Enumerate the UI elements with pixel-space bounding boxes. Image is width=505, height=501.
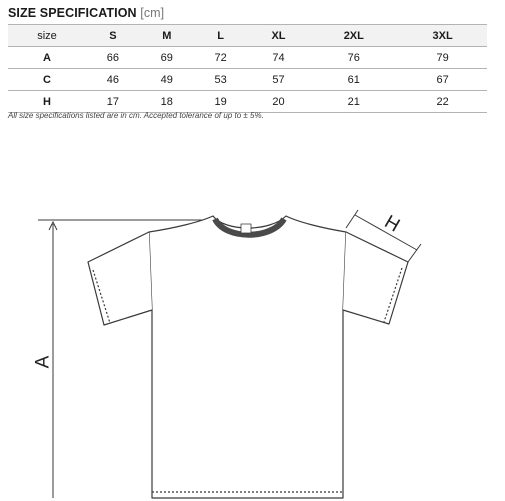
sleeve-left: [88, 232, 152, 325]
table-cell: H: [8, 91, 86, 113]
table-cell: 66: [86, 47, 140, 69]
table-cell: 20: [248, 91, 310, 113]
table-header-cell: L: [194, 25, 248, 47]
table-cell: 19: [194, 91, 248, 113]
title-unit: [cm]: [140, 6, 165, 20]
neck-label-icon: [241, 224, 251, 233]
table-cell: C: [8, 69, 86, 91]
table-header-cell: 3XL: [398, 25, 487, 47]
dimension-a-label: A: [32, 355, 54, 369]
table-cell: 57: [248, 69, 310, 91]
table-cell: 72: [194, 47, 248, 69]
table-cell: 21: [309, 91, 398, 113]
dimension-h-guide-left: [346, 210, 358, 228]
table-header-cell: XL: [248, 25, 310, 47]
table-cell: 22: [398, 91, 487, 113]
table-cell: 61: [309, 69, 398, 91]
sleeve-right: [343, 232, 408, 324]
table-cell: 69: [140, 47, 194, 69]
table-cell: A: [8, 47, 86, 69]
table-cell: 49: [140, 69, 194, 91]
table-cell: 53: [194, 69, 248, 91]
table-cell: 46: [86, 69, 140, 91]
tshirt-outline: [88, 216, 408, 498]
table-cell: 17: [86, 91, 140, 113]
tshirt-body: [152, 310, 343, 498]
table-cell: 18: [140, 91, 194, 113]
table-cell: 76: [309, 47, 398, 69]
table-header-cell: 2XL: [309, 25, 398, 47]
table-header-cell: S: [86, 25, 140, 47]
title-text: SIZE SPECIFICATION: [8, 6, 137, 20]
dimension-h-guide-right: [408, 244, 421, 262]
table-header-cell: size: [8, 25, 86, 47]
table-cell: 67: [398, 69, 487, 91]
table-header-cell: M: [140, 25, 194, 47]
table-cell: 79: [398, 47, 487, 69]
tolerance-note: All size specifications listed are in cm. Accepted tolerance of up to ± 5%.: [8, 111, 264, 120]
table-cell: 74: [248, 47, 310, 69]
dimension-h-label: H: [380, 211, 404, 237]
